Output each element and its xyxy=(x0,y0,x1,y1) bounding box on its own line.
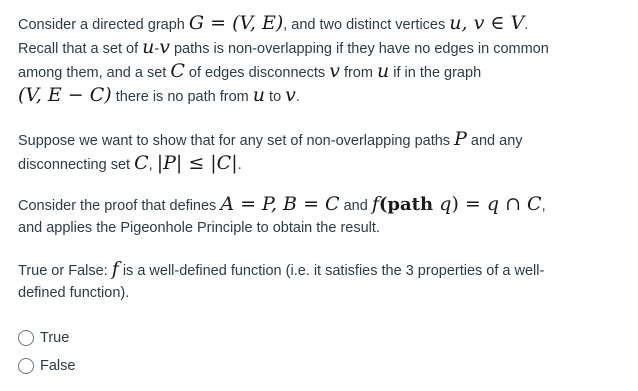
radio-button-false[interactable] xyxy=(18,358,34,374)
text: if in the graph xyxy=(389,65,482,81)
text: . xyxy=(295,89,300,105)
math-set-definition: A = P, B = C xyxy=(220,193,340,215)
text: . xyxy=(237,157,242,173)
answer-option-false[interactable] xyxy=(18,358,75,374)
text: defined function). xyxy=(18,285,130,301)
math-u: u xyxy=(376,60,390,82)
text: to xyxy=(265,89,286,105)
math-vertices: u, v ∈ V xyxy=(449,12,525,34)
math-c: C xyxy=(134,152,149,174)
math-graph-minus-c: (V, E − C) xyxy=(18,84,112,106)
text: among them, and a set xyxy=(18,65,171,81)
math-q: q xyxy=(439,193,452,215)
math-v: v xyxy=(329,60,340,82)
math-u: u xyxy=(142,36,155,58)
math-intersection: q ∩ C xyxy=(486,193,542,215)
math-inequality: |P| ≤ |C| xyxy=(156,152,238,174)
radio-button-true[interactable] xyxy=(18,330,34,346)
answer-label-false: False xyxy=(40,358,76,374)
math-equals: ) = xyxy=(451,193,487,215)
math-u: u xyxy=(252,84,266,106)
question-paragraph-4 xyxy=(18,258,544,304)
text: , xyxy=(541,198,546,214)
text: paths is non-overlapping if they have no edges in common xyxy=(169,41,549,57)
math-path: (path xyxy=(378,194,440,215)
math-c: C xyxy=(170,60,185,82)
text: and xyxy=(339,198,372,214)
math-v: v xyxy=(285,84,296,106)
text: and applies the Pigeonhole Principle to obtain the result. xyxy=(18,220,380,236)
text: . xyxy=(524,17,529,33)
text: , and two distinct vertices xyxy=(283,17,450,33)
text: Suppose we want to show that for any set of non-overlapping paths xyxy=(18,133,455,149)
text: disconnecting set xyxy=(18,157,135,173)
text: is a well-defined function (i.e. it satisfies the 3 properties of a well- xyxy=(118,263,545,279)
text: Consider a directed graph xyxy=(18,17,189,33)
math-v: v xyxy=(159,36,170,58)
text: Consider the proof that defines xyxy=(18,198,221,214)
question-paragraph-1 xyxy=(18,12,549,108)
question-paragraph-2 xyxy=(18,128,523,176)
math-p: P xyxy=(454,128,467,150)
text: - xyxy=(154,41,160,57)
text: there is no path from xyxy=(111,89,253,105)
text: of edges disconnects xyxy=(184,65,330,81)
math-f: f xyxy=(111,258,119,280)
text: Recall that a set of xyxy=(18,41,143,57)
question-paragraph-3 xyxy=(18,193,546,239)
answer-option-true[interactable] xyxy=(18,330,69,346)
math-graph-definition: G = (V, E) xyxy=(188,12,284,34)
text: True or False: xyxy=(18,263,112,279)
text: , xyxy=(148,157,157,173)
answer-label-true: True xyxy=(40,330,70,346)
math-f: f xyxy=(371,193,379,215)
text: and any xyxy=(466,133,523,149)
text: from xyxy=(339,65,377,81)
